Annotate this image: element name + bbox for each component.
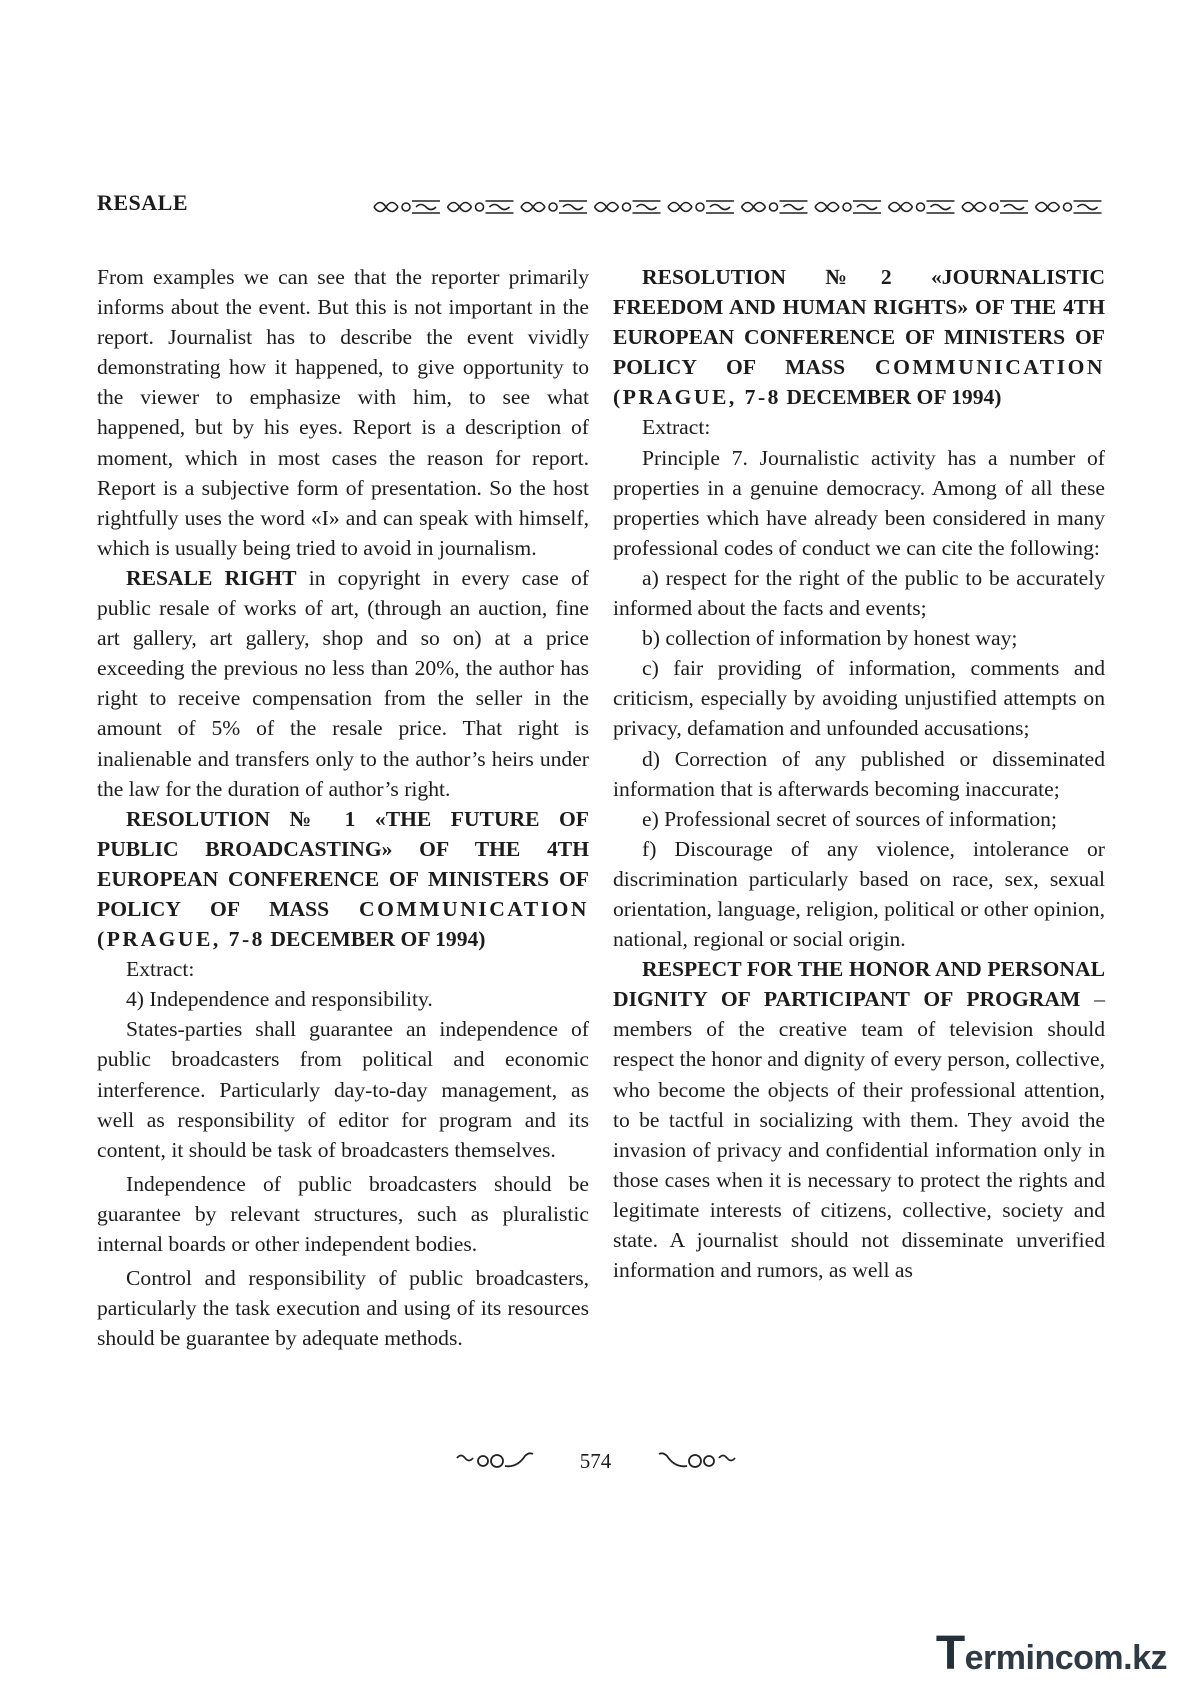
definition-text: – members of the creative team of television should respect the honor and dignity of every person, collective, who become the objects of their professional attention, to be tactful in socializing with them. They avoid the invasion of privacy and confidential information only in those cases when it is necessary to protect the rights and legitimate interests of citizens, collective, society and state. A journalist should not disseminate unverified information and rumors, as well as	[613, 987, 1105, 1283]
list-item: b) collection of information by honest way;	[642, 626, 1018, 651]
heading-text-spaced: COMMUNICATION (PRAGUE, 7-8	[97, 896, 589, 952]
watermark-text: ermincom.kz	[964, 1639, 1167, 1677]
definition-text: in copyright in every case of public resale of works of art, (through an auction, fine art gallery, art gallery, shop and so on) at a price exceeding the previous no less than 20%, the author has right to receive compensation from the seller in the amount of 5% of the resale price. That right is inalienable and transfers only to the author’s heirs under the law for the duration of author’s right.	[97, 565, 589, 801]
extract-label: Extract:	[642, 415, 711, 440]
list-item: a) respect for the right of the public to be accurately informed about the facts and events;	[613, 565, 1105, 621]
footer-ornament-right-icon	[655, 1450, 739, 1472]
list-item: c) fair providing of information, comments and criticism, especially by avoiding unjustified attempts on privacy, defamation and unfounded accusations;	[613, 656, 1105, 741]
heading-text: DECEMBER OF 1994)	[264, 927, 486, 952]
heading-text-spaced: COMMUNICATION (PRAGUE, 7-8	[613, 355, 1105, 410]
heading-text: RESOLUTION №2 «JOURNALISTIC FREEDOM AND HUMAN RIGHTS» OF THE 4TH EUROPEAN CONFERENCE OF MINISTERS OF POLICY OF MASS	[613, 265, 1105, 380]
list-item: f) Discourage of any violence, intolerance or discrimination particularly based on race, sex, sexual orientation, language, religion, political or other opinion, national, regional or social origin.	[613, 836, 1105, 952]
paragraph: Control and responsibility of public broadcasters, particularly the task execution and using of its resources should be guarantee by adequate methods.	[97, 1266, 589, 1351]
heading-text: DECEMBER OF 1994)	[780, 385, 1002, 410]
header-ornament-icon	[372, 197, 1107, 217]
paragraph: From examples we can see that the reporter primarily informs about the event. But this is not important in the report. Journalist has to describe the event vividly demonstrating how it happened, to give opportunity to the viewer to emphasize with him, to see what happened, but by his eyes. Report is a description of moment, which in most cases the reason for report. Report is a subjective form of presentation. So the host rightfully uses the word «I» and can speak with himself, which is usually being tried to avoid in journalism.	[97, 265, 589, 560]
running-head: RESALE	[97, 190, 189, 215]
definition-respect	[613, 954, 1105, 1285]
resolution-1-heading	[97, 804, 589, 954]
watermark-logo-letter: T	[935, 1627, 965, 1680]
list-item: 4) Independence and responsibility.	[126, 987, 433, 1012]
resolution-2-heading	[613, 262, 1105, 412]
page-number: 574	[579, 1448, 612, 1473]
list-item: d) Correction of any published or disseminated information that is afterwards becoming inaccurate;	[613, 746, 1105, 801]
definition-term: RESPECT FOR THE HONOR AND PERSONAL DIGNITY OF PARTICIPANT OF PROGRAM	[613, 957, 1105, 1012]
right-column	[613, 262, 1105, 1285]
paragraph: Principle 7. Journalistic activity has a number of properties in a genuine democracy. Among of all these properties which have already been considered in many professional codes of conduct we can cite the following:	[613, 445, 1105, 560]
extract-label: Extract:	[126, 957, 195, 982]
site-watermark	[936, 1626, 1167, 1681]
paragraph: Independence of public broadcasters should be guarantee by relevant structures, such as pluralistic internal boards or other independent bodies.	[97, 1171, 589, 1256]
definition-term: RESALE RIGHT	[126, 565, 297, 590]
footer-ornament-left-icon	[453, 1450, 537, 1472]
paragraph: States-parties shall guarantee an independence of public broadcasters from political and economic interference. Particularly day-to-day management, as well as responsibility of editor for program and its content, it should be task of broadcasters themselves.	[97, 1017, 589, 1162]
heading-text: RESOLUTION № 1 «THE FUTURE OF PUBLIC BROADCASTING» OF THE 4TH EUROPEAN CONFERENCE OF MINISTERS OF POLICY OF MASS	[97, 806, 589, 921]
definition-resale-right	[97, 563, 589, 804]
page-footer	[0, 1447, 1191, 1474]
list-item: e) Professional secret of sources of information;	[642, 806, 1057, 831]
left-column	[97, 262, 589, 1353]
